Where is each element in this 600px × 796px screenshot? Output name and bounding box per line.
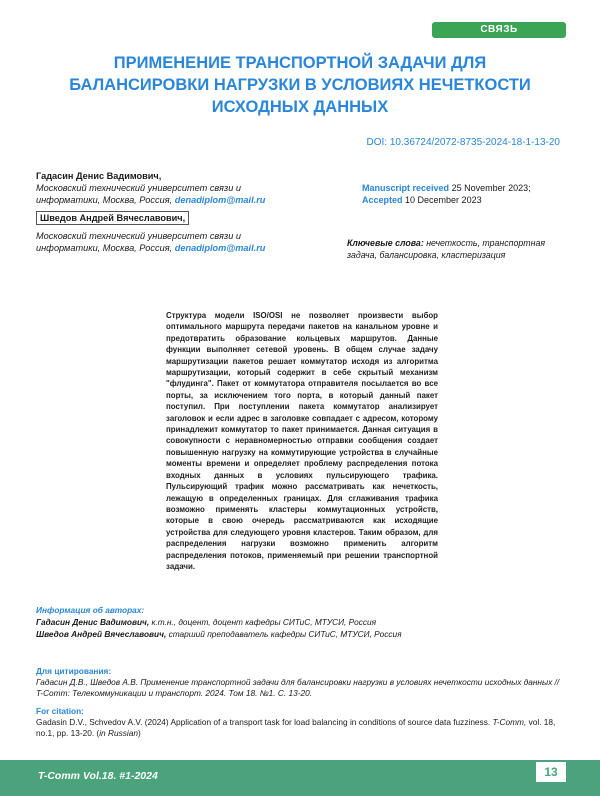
- keywords-block: [347, 237, 577, 261]
- page-number: 13: [536, 762, 566, 782]
- section-tag: СВЯЗЬ: [432, 22, 566, 38]
- keywords-label: Ключевые слова:: [347, 238, 424, 248]
- keywords-value: нечеткость, транспортная задача, балансировка, кластеризация: [347, 238, 546, 260]
- accepted-date: 10 December 2023: [405, 195, 482, 205]
- citation-en-header: For citation:: [36, 706, 84, 716]
- author-block-2: [36, 230, 276, 254]
- title-line-2: БАЛАНСИРОВКИ НАГРУЗКИ В УСЛОВИЯХ НЕЧЕТКОСТИ: [69, 76, 531, 94]
- citation-ru-header: Для цитирования:: [36, 666, 112, 676]
- author-info: [36, 604, 556, 640]
- author-affiliation: Московский технический университет связи и информатики, Москва, Россия,: [36, 183, 241, 205]
- citation-en-journal: T-Comm,: [492, 717, 527, 727]
- author-affiliation: Московский технический университет связи и информатики, Москва, Россия,: [36, 231, 241, 253]
- abstract-text: Структура модели ISO/OSI не позволяет произвести выбор оптимального маршрута передачи пакетов на канальном уровне и предотвратить образование кольцевых маршрутов. Данные функции выполняет сетевой уровень. В общем случае задачу маршрутизации пакетов решает коммутатор исходя из алгоритма маршрутизации, который содержит в себе скрытый механизм "флудинга". Пакет от коммутатора отправителя посылается во все порты, за исключением того порта, в который данный пакет поступил. При поступлении пакета коммутатор анализирует заголовок и если адрес в заголовке совпадает с адресом, которому принадлежит коммутатор то пакет принимается. Данная ситуация в совокупности с неравномерностью отправки сообщения создает повышенную нагрузку на коммутирующие устройства в случайные моменты времени и определяет проблему распределения потока входных данных в условиях пульсирующего трафика. Пульсирующий трафик можно рассматривать как нечеткость, лежащую в определенных границах. Для сглаживания трафика возможно применять кластеры коммутационных устройств, которые в свою очередь рассматриваются как исходящие устройства для следующего уровня кластеров. Таким образом, для распределения нагрузки возможно применить алгоритм распределения потоков, применяемый при решении транспортной задачи.: [166, 311, 438, 571]
- info-author-name: Гадасин Денис Вадимович,: [36, 617, 150, 627]
- info-author-details: старший преподаватель кафедры СИТиС, МТУСИ, Россия: [168, 629, 402, 639]
- title-line-3: ИСХОДНЫХ ДАННЫХ: [211, 98, 389, 116]
- manuscript-dates: [362, 182, 531, 206]
- page-footer: [0, 760, 600, 796]
- author-email[interactable]: denadiplom@mail.ru: [174, 195, 266, 205]
- article-title: [30, 52, 570, 118]
- citation-en-part: vol. 18, no.1, pp. 13-20. (: [36, 717, 556, 738]
- citation-block: [36, 666, 568, 739]
- author-info-entry: [36, 628, 556, 640]
- author-info-header: Информация об авторах:: [36, 605, 145, 615]
- citation-ru-text: Гадасин Д.В., Шведов А.В. Применение транспортной задачи для балансировки нагрузки в условиях нечеткости исходных данных // T-Comm: Телекоммуникации и транспорт. 2024. Том 18. №1. С. 13-20.: [36, 677, 560, 698]
- author-email[interactable]: denadiplom@mail.ru: [174, 243, 266, 253]
- author-name-boxed: Шведов Андрей Вячеславович,: [36, 211, 189, 225]
- received-label: Manuscript received: [362, 183, 450, 193]
- citation-en-lang: in Russian: [99, 728, 138, 738]
- citation-en-close: ): [137, 728, 141, 738]
- author-info-entry: [36, 616, 556, 628]
- received-date: 25 November 2023;: [451, 183, 531, 193]
- info-author-details: к.т.н., доцент, доцент кафедры СИТиС, МТУСИ, Россия: [151, 617, 377, 627]
- doi-link[interactable]: DOI: 10.36724/2072-8735-2024-18-1-13-20: [366, 137, 560, 148]
- accepted-label: Accepted: [362, 195, 403, 205]
- citation-en-part: Gadasin D.V., Schvedov A.V. (2024) Application of a transport task for load balancing in conditions of source data fuzziness.: [36, 717, 491, 727]
- author-block-1: [36, 170, 276, 206]
- title-line-1: ПРИМЕНЕНИЕ ТРАНСПОРТНОЙ ЗАДАЧИ ДЛЯ: [113, 54, 487, 72]
- author-name: Гадасин Денис Вадимович,: [36, 171, 162, 181]
- citation-en-text: [36, 717, 568, 739]
- info-author-name: Шведов Андрей Вячеславович,: [36, 629, 167, 639]
- journal-name: T-Comm Vol.18. #1-2024: [38, 770, 158, 782]
